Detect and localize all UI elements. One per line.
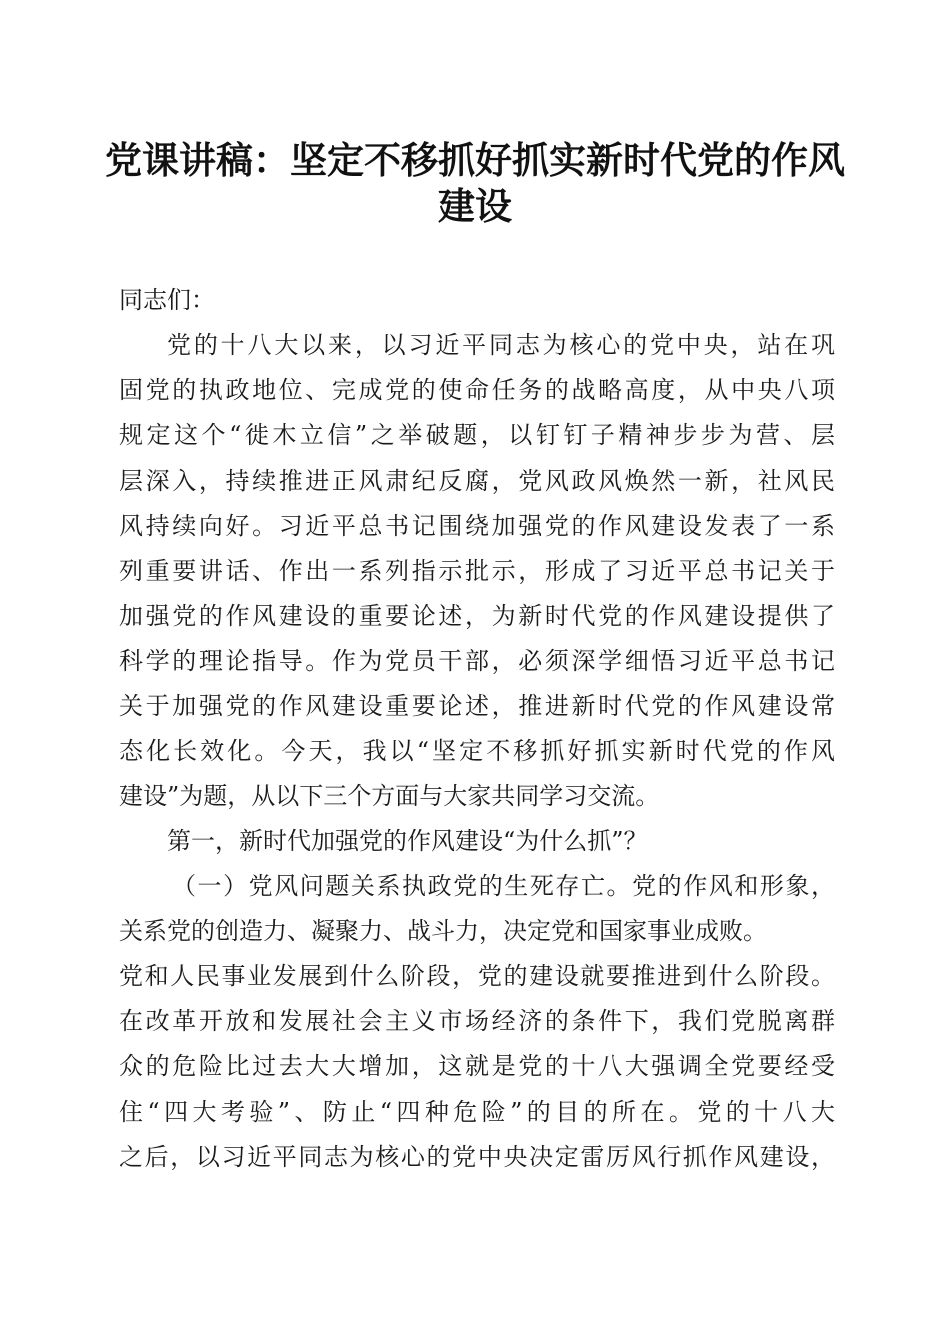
paragraph-line: 固党的执政地位、完成党的使命任务的战略高度，从中央八项 — [119, 376, 835, 404]
paragraph-line: 建设”为题，从以下三个方面与大家共同学习交流。 — [119, 782, 660, 810]
paragraph-line: 风持续向好。习近平总书记围绕加强党的作风建设发表了一系 — [119, 512, 835, 540]
paragraph-line: 在改革开放和发展社会主义市场经济的条件下，我们党脱离群 — [119, 1007, 835, 1035]
paragraph-line: 态化长效化。今天，我以“坚定不移抓好抓实新时代党的作风 — [119, 737, 835, 765]
paragraph-line: 住“四大考验”、防止“四种危险”的目的所在。党的十八大 — [119, 1098, 835, 1126]
paragraph-line: 科学的理论指导。作为党员干部，必须深学细悟习近平总书记 — [119, 647, 835, 675]
paragraph-line: 党和人民事业发展到什么阶段，党的建设就要推进到什么阶段。 — [119, 962, 835, 990]
document-title-line-1: 党课讲稿：坚定不移抓好抓实新时代党的作风 — [105, 138, 845, 182]
paragraph-line: 列重要讲话、作出一系列指示批示，形成了习近平总书记关于 — [119, 557, 835, 585]
paragraph-line: 党的十八大以来，以习近平同志为核心的党中央，站在巩 — [167, 331, 835, 359]
document-title-line-2: 建设 — [438, 184, 512, 228]
paragraph-line: 加强党的作风建设的重要论述，为新时代党的作风建设提供了 — [119, 602, 835, 630]
paragraph-line: （一）党风问题关系执政党的生死存亡。党的作风和形象， — [172, 872, 835, 900]
paragraph-line: 众的危险比过去大大增加，这就是党的十八大强调全党要经受 — [119, 1052, 835, 1080]
paragraph-line: 关系党的创造力、凝聚力、战斗力，决定党和国家事业成败。 — [119, 917, 767, 945]
paragraph-line: 规定这个“徙木立信”之举破题，以钉钉子精神步步为营、层 — [119, 421, 835, 449]
salutation: 同志们： — [119, 286, 215, 314]
section-heading: 第一，新时代加强党的作风建设“为什么抓”？ — [167, 827, 648, 855]
paragraph-line: 之后，以习近平同志为核心的党中央决定雷厉风行抓作风建设， — [119, 1143, 835, 1171]
paragraph-line: 关于加强党的作风建设重要论述，推进新时代党的作风建设常 — [119, 692, 835, 720]
paragraph-line: 层深入，持续推进正风肃纪反腐，党风政风焕然一新，社风民 — [119, 467, 835, 495]
